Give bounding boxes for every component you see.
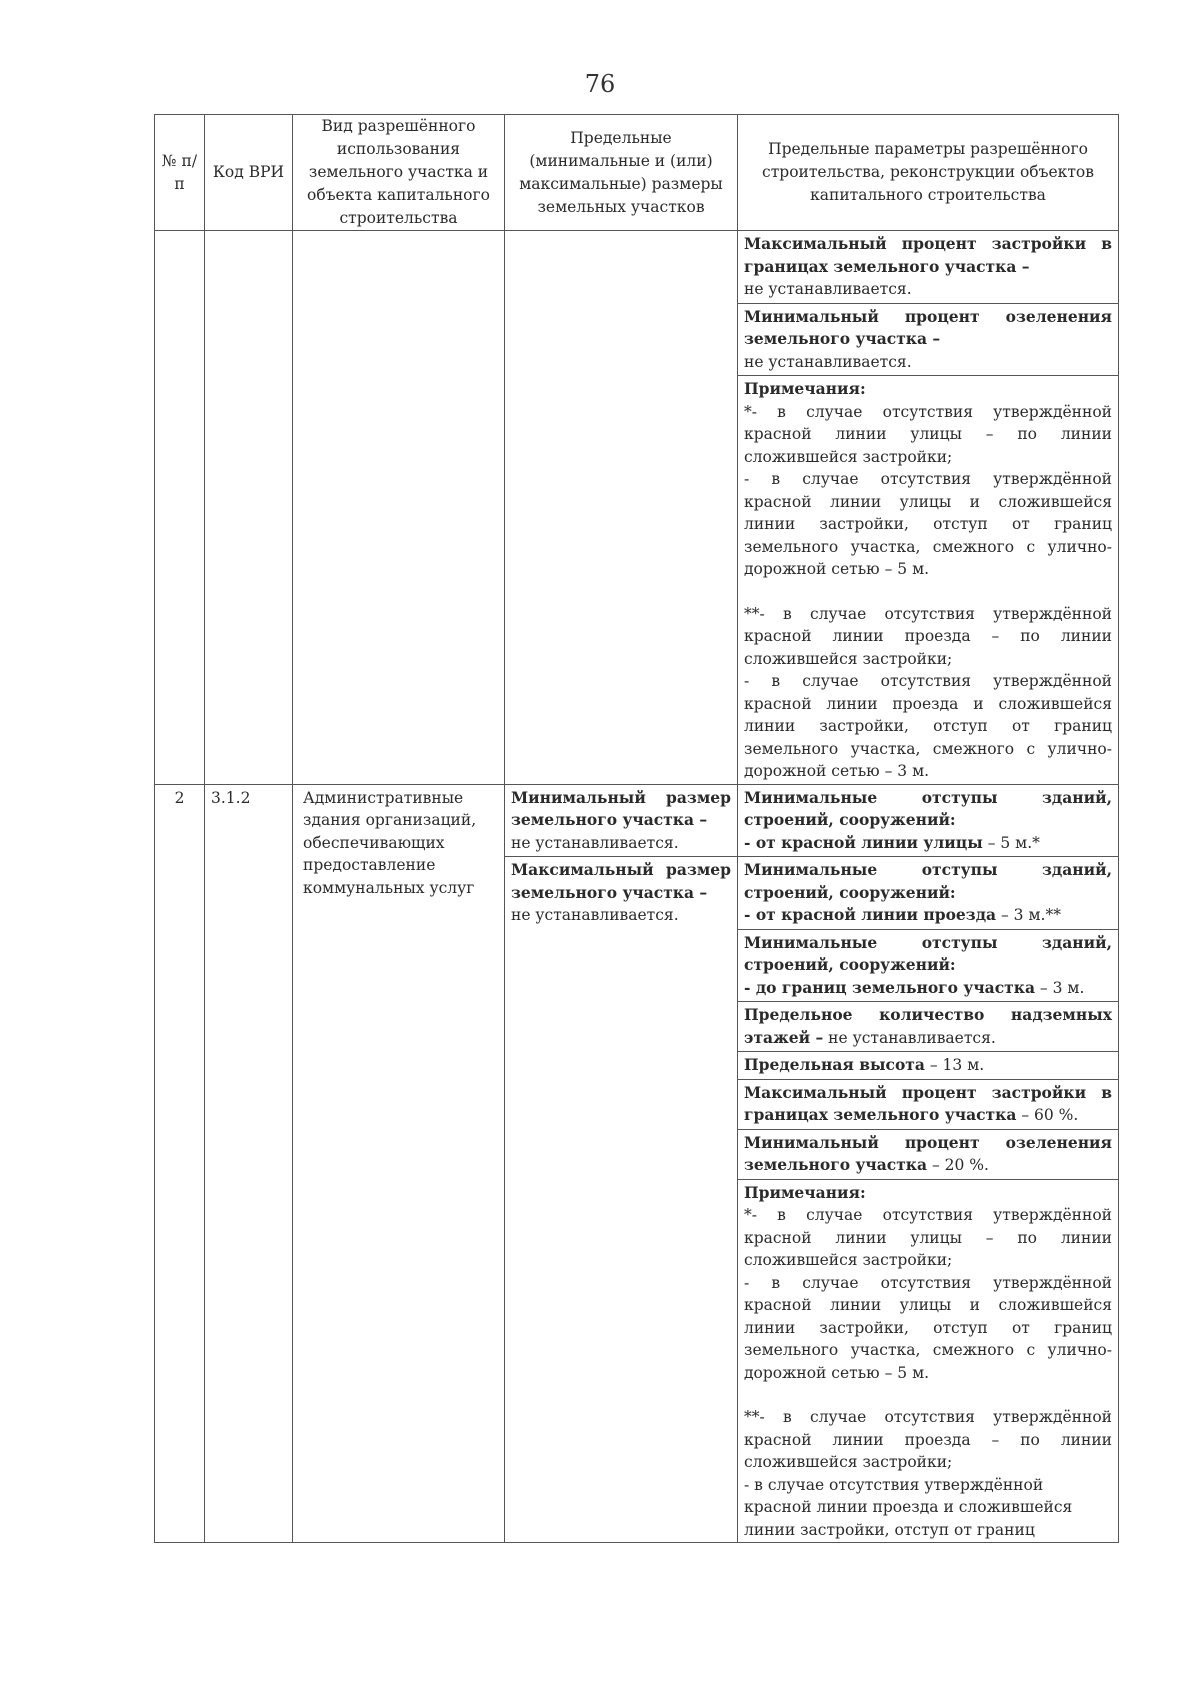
- row1-code: [205, 231, 293, 785]
- row2-param-offset-plot: Минимальные отступы зданий, строений, сооружений: - до границ земельного участка – 3 м.: [738, 929, 1119, 1002]
- table-row: [155, 231, 1119, 304]
- row1-size: [505, 231, 738, 785]
- page-number: 76: [584, 70, 616, 98]
- row2-param-offset-street: Минимальные отступы зданий, строений, сооружений: - от красной линии улицы – 5 м.*: [738, 784, 1119, 857]
- row1-num: [155, 231, 205, 785]
- header-params: Предельные параметры разрешённого строительства, реконструкции объектов капитального строительства: [738, 115, 1119, 231]
- table-row: [155, 784, 1119, 857]
- regulations-table: [154, 114, 1119, 1543]
- row1-param-build-percent: Максимальный процент застройки в границах земельного участка – не устанавливается.: [738, 231, 1119, 304]
- row2-size-max: Максимальный размер земельного участка – не устанавливается.: [505, 857, 738, 1543]
- row1-type: [293, 231, 505, 785]
- header-type: Вид разрешённого использования земельного участка и объекта капитального строительства: [293, 115, 505, 231]
- header-num: № п/п: [155, 115, 205, 231]
- row2-param-height: Предельная высота – 13 м.: [738, 1052, 1119, 1080]
- header-size: Предельные (минимальные и (или) максимальные) размеры земельных участков: [505, 115, 738, 231]
- row2-param-build-percent: Максимальный процент застройки в границах земельного участка – 60 %.: [738, 1079, 1119, 1129]
- row1-notes: Примечания: *- в случае отсутствия утверждённой красной линии улицы – по линии сложившейся застройки; - в случае отсутствия утверждённой красной линии улицы и сложившейся линии застройки, отступ от границ земельного участка, смежного с улично-дорожной сетью – 5 м. **- в случае отсутствия утверждённой красной линии проезда – по линии сложившейся застройки; - в случае отсутствия утверждённой красной линии проезда и сложившейся линии застройки, отступ от границ земельного участка, смежного с улично-дорожной сетью – 3 м.: [738, 376, 1119, 785]
- table-header-row: [155, 115, 1119, 231]
- row2-param-green-percent: Минимальный процент озеленения земельного участка – 20 %.: [738, 1129, 1119, 1179]
- row2-type: Административные здания организаций, обеспечивающих предоставление коммунальных услуг: [293, 784, 505, 1543]
- row2-size-min: Минимальный размер земельного участка – не устанавливается.: [505, 784, 738, 857]
- row2-param-offset-passage: Минимальные отступы зданий, строений, сооружений: - от красной линии проезда – 3 м.**: [738, 857, 1119, 930]
- row2-code: 3.1.2: [205, 784, 293, 1543]
- row2-param-floors: Предельное количество надземных этажей – не устанавливается.: [738, 1002, 1119, 1052]
- header-code: Код ВРИ: [205, 115, 293, 231]
- row2-num: 2: [155, 784, 205, 1543]
- row2-notes: Примечания: *- в случае отсутствия утверждённой красной линии улицы – по линии сложившейся застройки; - в случае отсутствия утверждённой красной линии улицы и сложившейся линии застройки, отступ от границ земельного участка, смежного с улично-дорожной сетью – 5 м. **- в случае отсутствия утверждённой красной линии проезда – по линии сложившейся застройки; - в случае отсутствия утверждённой красной линии проезда и сложившейся линии застройки, отступ от границ: [738, 1179, 1119, 1543]
- row1-param-green-percent: Минимальный процент озеленения земельного участка – не устанавливается.: [738, 303, 1119, 376]
